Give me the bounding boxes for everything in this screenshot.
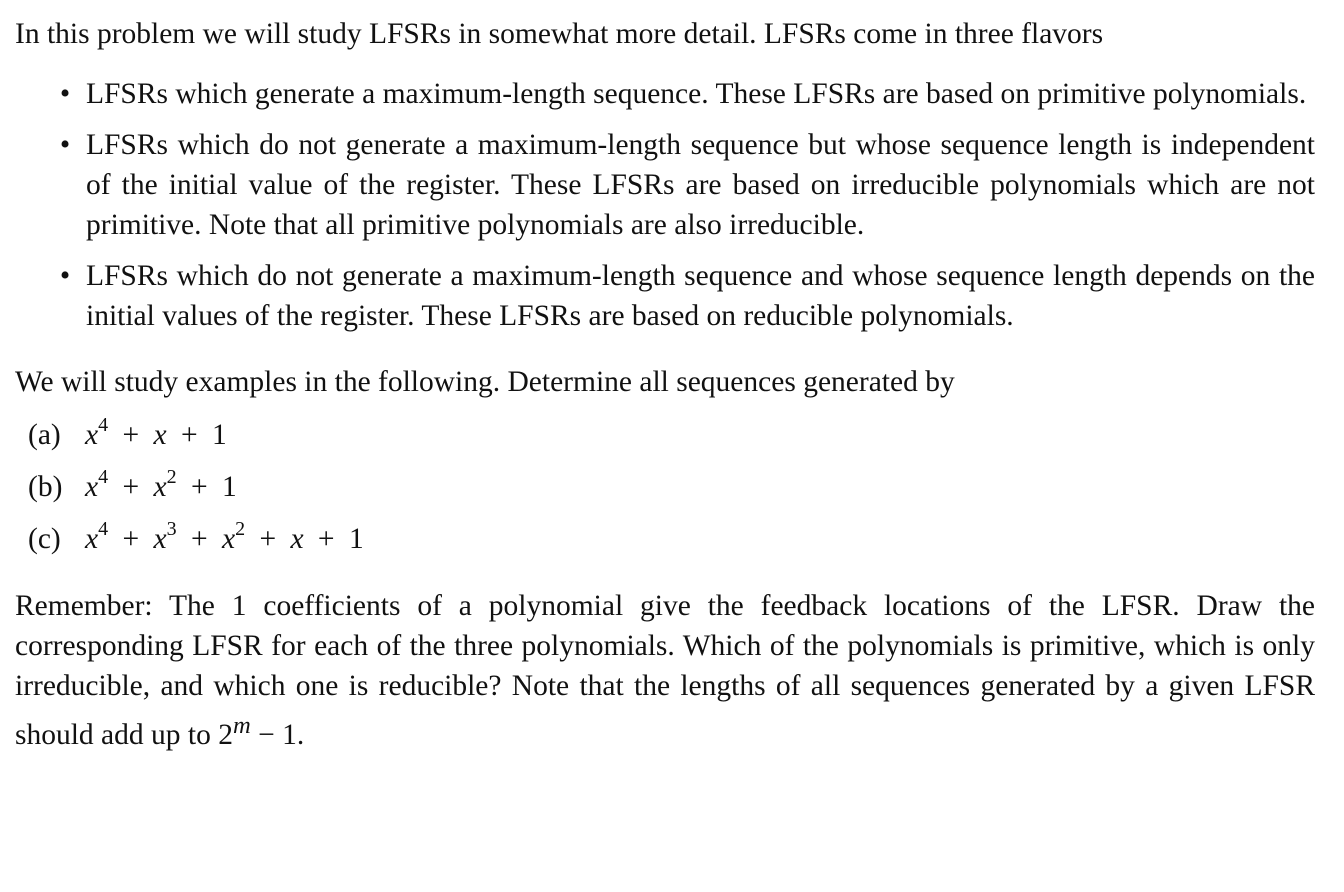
polynomial-item	[15, 519, 1315, 559]
polynomial-label: (b)	[28, 471, 63, 503]
flavor-text: LFSRs which generate a maximum-length sequence. These LFSRs are based on primitive polynomials.	[86, 78, 1307, 110]
polynomial-expression: $x^4 + x^2 + 1$	[85, 466, 237, 503]
list-item	[15, 74, 1315, 114]
study-paragraph: We will study examples in the following. Determine all sequences generated by	[15, 366, 955, 398]
flavor-text: LFSRs which do not generate a maximum-length sequence but whose sequence length is independent of the initial value of the register. These LFSRs are based on irreducible polynomials which are not primitive. Note that all primitive polynomials are also irreducible.	[86, 129, 1315, 241]
polynomial-item	[15, 415, 1315, 455]
polynomial-expression: $x^4 + x^3 + x^2 + x + 1$	[85, 518, 364, 555]
document-body	[15, 14, 1315, 755]
bullet-icon: •	[59, 78, 71, 110]
bullet-icon: •	[59, 260, 71, 292]
polynomial-list	[15, 415, 1315, 559]
list-item	[15, 125, 1315, 245]
polynomial-label: (a)	[28, 419, 61, 451]
list-item	[15, 256, 1315, 336]
intro-paragraph: In this problem we will study LFSRs in somewhat more detail. LFSRs come in three flavors	[15, 18, 1104, 50]
remember-paragraph: Remember: The 1 coefficients of a polynomial give the feedback locations of the LFSR. Draw the corresponding LFSR for each of the three polynomials. Which of the polynomials is primitive, which is only irreducible, and which one is reducible? Note that the lengths of all sequences generated by a given LFSR should add up to $2^m - 1$.	[15, 590, 1315, 751]
flavor-text: LFSRs which do not generate a maximum-length sequence and whose sequence length depends on the initial values of the register. These LFSRs are based on reducible polynomials.	[86, 260, 1315, 332]
bullet-icon: •	[59, 129, 71, 161]
polynomial-label: (c)	[28, 523, 61, 555]
polynomial-expression: $x^4 + x + 1$	[85, 414, 227, 451]
flavors-list	[15, 74, 1315, 336]
polynomial-item	[15, 467, 1315, 507]
